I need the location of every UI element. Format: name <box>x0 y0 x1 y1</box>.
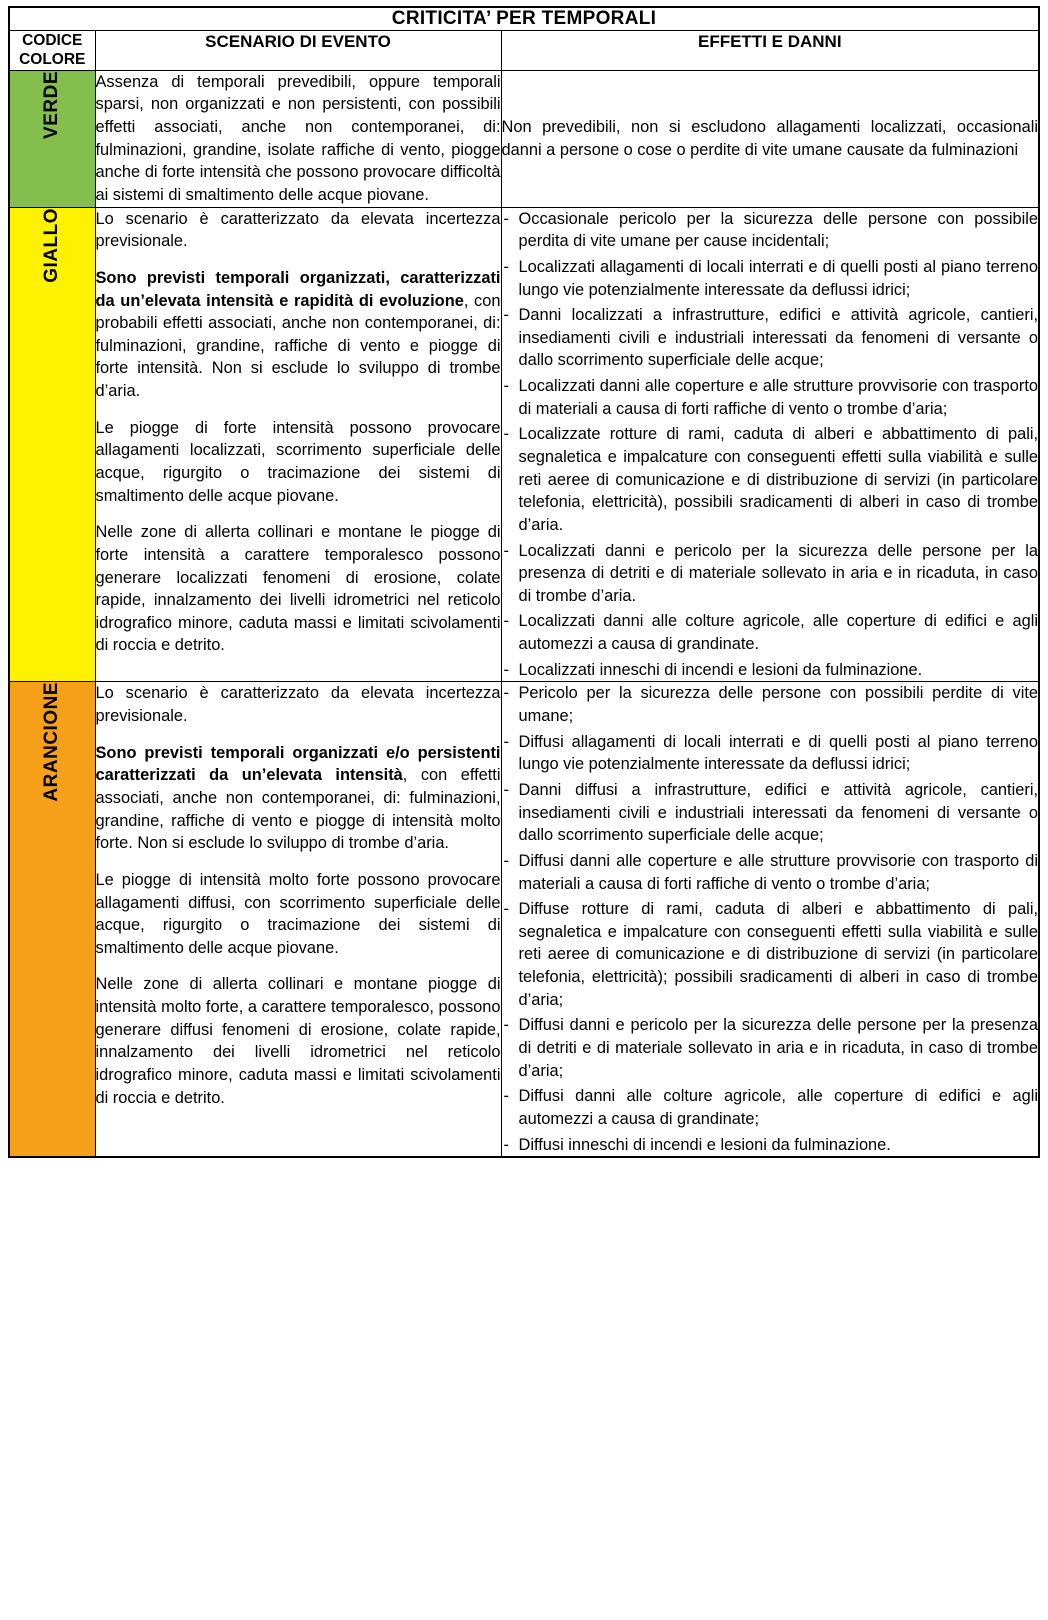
scenario-cell <box>95 682 501 1157</box>
table-row <box>9 70 1039 207</box>
effects-cell <box>501 70 1039 207</box>
scenario-text: , con effetti associati, anche non contemporanei, di: fulminazioni, grandine, raffiche di vento e piogge di intensità molto forte. Non si esclude lo sviluppo di trombe d’aria. <box>95 766 501 853</box>
header-color-code-line2: COLORE <box>19 51 86 69</box>
color-code-label: VERDE <box>41 70 63 139</box>
scenario-paragraph <box>96 973 501 1109</box>
table-body <box>9 7 1039 1157</box>
effects-list <box>502 682 1039 1156</box>
scenario-paragraph <box>96 521 501 657</box>
scenario-text: Lo scenario è caratterizzato da elevata incertezza previsionale. <box>95 209 501 251</box>
color-code-cell-giallo <box>9 207 95 682</box>
list-item: - Localizzate rotture di rami, caduta di alberi e abbattimento di pali, segnaletica e impalcature con conseguenti effetti sulla viabilità e sulle reti aeree di comunicazione e di distribuzione di servizi (in particolare telefonia, elettricità), possibili sradicamenti di alberi in caso di trombe d’aria. <box>502 423 1039 536</box>
effects-cell <box>501 682 1039 1157</box>
scenario-paragraph <box>96 682 501 727</box>
list-item: - Diffusi danni alle coperture e alle strutture provvisorie con trasporto di materiali a causa di forti raffiche di vento o trombe d’aria; <box>502 850 1039 895</box>
criticita-table <box>8 6 1040 1158</box>
scenario-text: , con probabili effetti associati, anche non contemporanei, di: fulminazioni, grandine, raffiche di vento e piogge di forte intensità. Non si esclude lo sviluppo di trombe d’aria. <box>95 291 501 401</box>
scenario-text: Lo scenario è caratterizzato da elevata incertezza previsionale. <box>95 684 501 726</box>
header-color-code-line1: CODICE <box>22 32 83 49</box>
list-item: - Localizzati danni alle colture agricole, alle coperture di edifici e agli automezzi a causa di grandinate. <box>502 610 1039 655</box>
scenario-paragraph <box>96 869 501 960</box>
list-item: - Danni localizzati a infrastrutture, edifici e attività agricole, cantieri, insediamenti civili e industriali interessati da fenomeni di versante o dallo scorrimento superficiale delle acque; <box>502 304 1039 372</box>
effects-cell <box>501 207 1039 682</box>
scenario-text: Nelle zone di allerta collinari e montane piogge di intensità molto forte, a carattere temporalesco, possono generare diffusi fenomeni di erosione, colate rapide, innalzamento dei livelli idrometrici nel reticolo idrografico minore, caduta massi e limitati scivolamenti di roccia e detrito. <box>95 975 501 1107</box>
scenario-emphasis: Sono previsti temporali organizzati, caratterizzati da un’elevata intensità e rapidità di evoluzione <box>95 268 501 310</box>
list-item: - Localizzati allagamenti di locali interrati e di quelli posti al piano terreno lungo vie potenzialmente interessate da deflussi idrici; <box>502 256 1039 301</box>
list-item: - Localizzati danni e pericolo per la sicurezza delle persone per la presenza di detriti e di materiale sollevato in aria e in ricaduta, in caso di trombe d’aria. <box>502 540 1039 608</box>
scenario-cell <box>95 207 501 682</box>
scenario-text: Le piogge di forte intensità possono provocare allagamenti localizzati, scorrimento superficiale delle acque, rigurgito o tracimazione dei sistemi di smaltimento delle acque piovane. <box>95 418 501 505</box>
page-title: CRITICITA’ PER TEMPORALI <box>9 7 1039 31</box>
list-item: - Danni diffusi a infrastrutture, edifici e attività agricole, cantieri, insediamenti civili e industriali interessati da fenomeni di versante o dallo scorrimento superficiale delle acque; <box>502 779 1039 847</box>
list-item: - Pericolo per la sicurezza delle persone con possibili perdite di vite umane; <box>502 682 1039 727</box>
list-item: - Occasionale pericolo per la sicurezza delle persone con possibile perdita di vite umane per cause incidentali; <box>502 208 1039 253</box>
table-row <box>9 207 1039 682</box>
list-item: - Localizzati inneschi di incendi e lesioni da fulminazione. <box>502 659 1039 682</box>
effects-list <box>502 208 1039 682</box>
table-row <box>9 682 1039 1157</box>
table-title-row <box>9 7 1039 31</box>
scenario-text: Assenza di temporali prevedibili, oppure temporali sparsi, non organizzati e non persistenti, con possibili effetti associati, anche non contemporanei, di: fulminazioni, grandine, isolate raffiche di vento, piogge anche di forte intensità che possono provocare difficoltà ai sistemi di smaltimento delle acque piovane. <box>95 72 501 204</box>
scenario-text: Le piogge di intensità molto forte possono provocare allagamenti diffusi, con scorrimento superficiale delle acque, rigurgito o tracimazione dei sistemi di smaltimento delle acque piovane. <box>95 870 501 957</box>
color-code-cell-arancione <box>9 682 95 1157</box>
header-effects: EFFETTI E DANNI <box>501 31 1039 71</box>
list-item: - Diffusi danni e pericolo per la sicurezza delle persone per la presenza di detriti e di materiale sollevato in aria e in ricaduta, in caso di trombe d’aria; <box>502 1014 1039 1082</box>
scenario-paragraph <box>96 208 501 253</box>
color-code-label: ARANCIONE <box>41 682 63 802</box>
list-item: - Localizzati danni alle coperture e alle strutture provvisorie con trasporto di materiali a causa di forti raffiche di vento o trombe d’aria; <box>502 375 1039 420</box>
color-code-label: GIALLO <box>41 207 63 283</box>
header-scenario: SCENARIO DI EVENTO <box>95 31 501 71</box>
list-item: - Diffusi allagamenti di locali interrati e di quelli posti al piano terreno lungo vie potenzialmente interessate da deflussi idrici; <box>502 731 1039 776</box>
scenario-paragraph <box>96 267 501 403</box>
table-header-row <box>9 31 1039 71</box>
scenario-paragraph <box>96 71 501 207</box>
scenario-cell <box>95 70 501 207</box>
list-item: - Diffusi inneschi di incendi e lesioni da fulminazione. <box>502 1134 1039 1157</box>
scenario-emphasis: Sono previsti temporali organizzati e/o persistenti caratterizzati da un’elevata intensità <box>95 743 501 785</box>
list-item: - Diffuse rotture di rami, caduta di alberi e abbattimento di pali, segnaletica e impalcature con conseguenti effetti sulla viabilità e sulle reti aeree di comunicazione e di distribuzione di servizi (in particolare telefonia, elettricità); possibili sradicamenti di alberi in caso di trombe d’aria; <box>502 898 1039 1011</box>
list-item: - Diffusi danni alle colture agricole, alle coperture di edifici e agli automezzi a causa di grandinate; <box>502 1085 1039 1130</box>
scenario-paragraph <box>96 417 501 508</box>
scenario-paragraph <box>96 742 501 855</box>
color-code-cell-verde <box>9 70 95 207</box>
scenario-text: Nelle zone di allerta collinari e montane le piogge di forte intensità a carattere temporalesco possono generare localizzati fenomeni di erosione, colate rapide, innalzamento dei livelli idrometrici nel reticolo idrografico minore, caduta massi e limitati scivolamenti di roccia e detrito. <box>95 523 501 655</box>
header-color-code <box>9 31 95 71</box>
effects-paragraph: Non prevedibili, non si escludono allagamenti localizzati, occasionali danni a persone o cose o perdite di vite umane causate da fulminazioni <box>501 118 1039 159</box>
